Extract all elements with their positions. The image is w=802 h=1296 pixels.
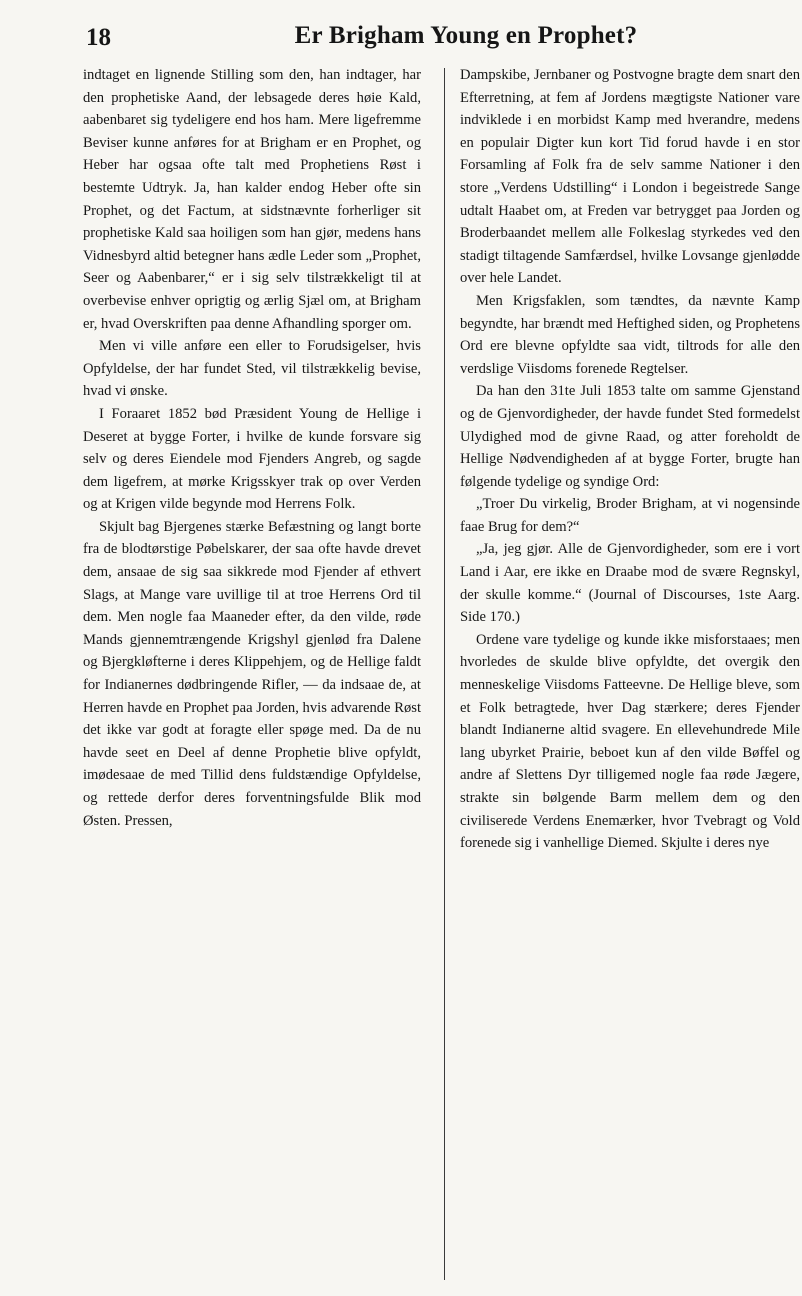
left-paragraph-3: I Foraaret 1852 bød Præsident Young de Hellige i Deseret at bygge Forter, i hvilke de kunde forsvare sig selv og deres Eiendele mod Fjenders Angreb, og sagde dem ligefrem, at mørke Krigsskyer trak op over Verden og at Krigen vilde begynde mod Herrens Folk. [83,405,421,513]
right-column [460,64,800,855]
right-paragraph-5: „Ja, jeg gjør. Alle de Gjenvordigheder, som ere i vort Land i Aar, ere ikke en Draabe mod de svære Regnskyl, der skulle komme.“ (Journal of Discourses, 1ste Aarg. Side 170.) [460,541,800,626]
running-title: Er Brigham Young en Prophet? [294,22,638,49]
right-paragraph-6: Ordene vare tydelige og kunde ikke misforstaaes; men hvorledes de skulde blive opfyldte, det overgik den menneskelige Viisdoms Fatteevne. De Hellige bleve, som et Folk betragtede, hver Dag stærkere; deres Fjender blandt Indianerne altid svagere. En ellevehundrede Mile lang ubyrket Prairie, beboet kun af den vilde Bøffel og andre af Slettens Dyr tilligemed nogle faa røde Jægere, strakte sin bølgende Barm mellem dem og den civiliserede Verdens Enemærker, hvor Tvebragt og Vold forenede sig i vanhellige Diemed. Skjulte i deres nye [460,631,800,852]
right-paragraph-3: Da han den 31te Juli 1853 talte om samme Gjenstand og de Gjenvordigheder, der havde fundet Sted formedelst Ulydighed mod de givne Raad, og atter foreholdt de Hellige Nødvendigheden af at bygge Forter, brugte han følgende tydelige og syndige Ord: [460,383,800,490]
right-paragraph-2: Men Krigsfaklen, som tændtes, da nævnte Kamp begyndte, har brændt med Heftighed siden, og Prophetens Ord ere blevne opfyldte saa vidt, tiltrods for alle den verdslige Viisdoms forenede Regtelser. [460,292,800,377]
column-divider [444,68,445,1280]
right-paragraph-4: „Troer Du virkelig, Broder Brigham, at vi nogensinde faae Brug for dem?“ [460,496,800,535]
left-column [83,64,421,832]
page-number: 18 [86,24,111,51]
left-paragraph-4: Skjult bag Bjergenes stærke Befæstning og langt borte fra de blodtørstige Pøbelskarer, der saa ofte havde drevet dem, ansaae de sig saa sikkrede mod Fjender af ethvert Slags, at Mange vare uvillige til at troe Herrens Ord til dem. Men nogle faa Maaneder efter, da den vilde, røde Mands gjennemtrængende Krigshyl gjenlød fra Dalene og Bjergkløfterne i deres Klippehjem, og de Hellige faldt for Indianernes dødbringende Rifler, — da indsaae de, at Herren havde en Prophet paa Jorden, hvis advarende Røst det ikke var godt at foragte eller spøge med. Da de nu havde seet en Deel af denne Prophetie blive opfyldt, imødesaae de med Tillid dens fuldstændige Opfyldelse, og rettede derfor deres forventningsfulde Blik mod Østen. Pressen, [83,518,421,829]
left-paragraph-1: indtaget en lignende Stilling som den, han indtager, har den prophetiske Aand, der lebsagede deres høie Kald, aabenbaret sig tydeligere end hos ham. Mere ligefremme Beviser kunne anføres for at Brigham er en Prophet, og Heber har ogsaa ofte talt med Prophetiens Røst i bestemte Udtryk. Ja, han kalder endog Heber ofte sin Prophet, og det Factum, at sidstnævnte forherliger sit prophetiske Kald saa hoiligen som han gjør, medens hans Vidnesbyrd altid betegner hans ædle Leder som „Prophet, Seer og Aabenbarer,“ er i sig selv tilstrækkeligt til at overbevise enhver oprigtig og ærlig Sjæl om, at Brigham er, hvad Overskriften paa denne Afhandling sporger om. [83,67,421,332]
page-header [86,22,766,66]
right-paragraph-1: Dampskibe, Jernbaner og Postvogne bragte dem snart den Efterretning, at fem af Jordens mægtigste Nationer vare indviklede i en morbidst Kamp med hverandre, medens en populair Digter kun kort Tid forud havde i en stor Forsamling af Folk fra de selv samme Nationer i den store „Verdens Udstilling“ i London i begeistrede Sange udtalt Haabet om, at Freden var betrygget paa Jorden og Broderbaandet mellem alle Folkeslag styrkedes ved den stadigt tiltagende Samfærdsel, hvilke Lovsange gjenlødde over hele Landet. [460,67,800,287]
left-paragraph-2: Men vi ville anføre een eller to Forudsigelser, hvis Opfyldelse, der har fundet Sted, vil tilstrækkelig bevise, hvad vi ønske. [83,338,421,400]
